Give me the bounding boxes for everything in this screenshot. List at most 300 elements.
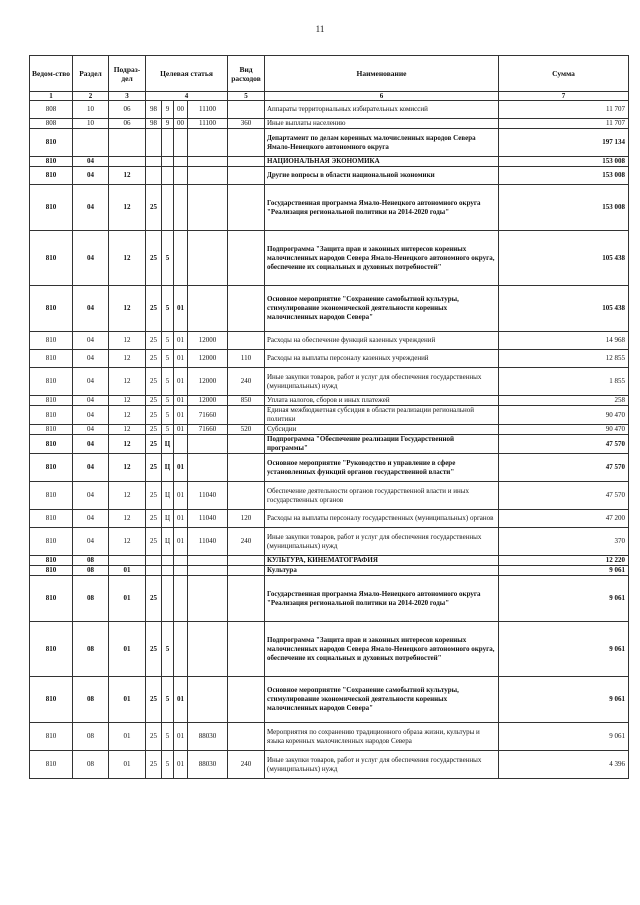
cell-vid-rashodov bbox=[228, 231, 265, 286]
cell-celevaya-d: 12000 bbox=[188, 350, 228, 368]
cell-summa: 105 438 bbox=[499, 231, 629, 286]
cell-celevaya-d: 11100 bbox=[188, 119, 228, 129]
cell-podrazdel: 01 bbox=[109, 677, 146, 723]
cell-razdel: 10 bbox=[73, 119, 109, 129]
table-row bbox=[30, 576, 629, 622]
table-row bbox=[30, 406, 629, 425]
cell-vedomstvo: 810 bbox=[30, 723, 73, 751]
cell-vid-rashodov: 110 bbox=[228, 350, 265, 368]
cell-razdel: 04 bbox=[73, 510, 109, 528]
cell-razdel: 04 bbox=[73, 435, 109, 454]
cell-celevaya-b: Ц bbox=[162, 454, 174, 482]
cell-naimenovanie: НАЦИОНАЛЬНАЯ ЭКОНОМИКА bbox=[265, 157, 499, 167]
cell-summa: 47 570 bbox=[499, 482, 629, 510]
table-header-row bbox=[30, 56, 629, 92]
cell-celevaya-c: 01 bbox=[174, 332, 188, 350]
cell-vedomstvo: 810 bbox=[30, 454, 73, 482]
table-row bbox=[30, 425, 629, 435]
cell-vedomstvo: 810 bbox=[30, 286, 73, 332]
table-row bbox=[30, 566, 629, 576]
cell-celevaya-b: 9 bbox=[162, 101, 174, 119]
header-podrazdel: Подраз-дел bbox=[109, 56, 146, 92]
cell-naimenovanie: Иные закупки товаров, работ и услуг для обеспечения государственных (муниципальных) нужд bbox=[265, 528, 499, 556]
cell-summa: 12 855 bbox=[499, 350, 629, 368]
cell-celevaya-c: 01 bbox=[174, 396, 188, 406]
column-number-row bbox=[30, 92, 629, 101]
cell-naimenovanie: Расходы на выплаты персоналу государственных (муниципальных) органов bbox=[265, 510, 499, 528]
cell-celevaya-d: 12000 bbox=[188, 396, 228, 406]
cell-summa: 153 008 bbox=[499, 185, 629, 231]
cell-celevaya-d: 12000 bbox=[188, 332, 228, 350]
page-number: 11 bbox=[315, 24, 325, 34]
cell-celevaya-a: 25 bbox=[146, 751, 162, 779]
cell-podrazdel: 12 bbox=[109, 231, 146, 286]
cell-vid-rashodov bbox=[228, 556, 265, 566]
cell-celevaya-a: 98 bbox=[146, 101, 162, 119]
cell-razdel: 04 bbox=[73, 286, 109, 332]
cell-podrazdel: 12 bbox=[109, 406, 146, 425]
cell-vedomstvo: 810 bbox=[30, 129, 73, 157]
cell-vedomstvo: 810 bbox=[30, 622, 73, 677]
cell-razdel: 10 bbox=[73, 101, 109, 119]
column-number: 7 bbox=[499, 92, 629, 101]
cell-celevaya-b: Ц bbox=[162, 528, 174, 556]
cell-celevaya-a: 25 bbox=[146, 185, 162, 231]
header-vid-rashodov: Вид расходов bbox=[228, 56, 265, 92]
cell-celevaya-a: 25 bbox=[146, 406, 162, 425]
budget-table bbox=[29, 55, 629, 779]
cell-podrazdel: 12 bbox=[109, 454, 146, 482]
cell-celevaya-b: 5 bbox=[162, 231, 174, 286]
cell-podrazdel: 12 bbox=[109, 528, 146, 556]
cell-celevaya-c bbox=[174, 566, 188, 576]
table-row bbox=[30, 677, 629, 723]
cell-vedomstvo: 808 bbox=[30, 119, 73, 129]
cell-summa: 258 bbox=[499, 396, 629, 406]
cell-podrazdel bbox=[109, 157, 146, 167]
cell-naimenovanie: Государственная программа Ямало-Ненецкого автономного округа "Реализация региональной политики на 2014-2020 годы" bbox=[265, 576, 499, 622]
column-number: 5 bbox=[228, 92, 265, 101]
cell-naimenovanie: Аппараты территориальных избирательных комиссий bbox=[265, 101, 499, 119]
cell-celevaya-a: 98 bbox=[146, 119, 162, 129]
cell-celevaya-b bbox=[162, 556, 174, 566]
cell-summa: 1 855 bbox=[499, 368, 629, 396]
cell-vid-rashodov bbox=[228, 723, 265, 751]
cell-podrazdel: 12 bbox=[109, 167, 146, 185]
cell-summa: 47 570 bbox=[499, 435, 629, 454]
cell-vedomstvo: 810 bbox=[30, 231, 73, 286]
cell-summa: 9 061 bbox=[499, 677, 629, 723]
cell-vid-rashodov bbox=[228, 677, 265, 723]
cell-celevaya-c bbox=[174, 622, 188, 677]
cell-razdel: 04 bbox=[73, 167, 109, 185]
cell-vid-rashodov bbox=[228, 101, 265, 119]
cell-celevaya-c: 01 bbox=[174, 677, 188, 723]
cell-celevaya-d bbox=[188, 454, 228, 482]
cell-celevaya-b: Ц bbox=[162, 510, 174, 528]
cell-summa: 153 008 bbox=[499, 167, 629, 185]
cell-celevaya-a: 25 bbox=[146, 482, 162, 510]
cell-celevaya-a: 25 bbox=[146, 350, 162, 368]
cell-vid-rashodov bbox=[228, 454, 265, 482]
cell-naimenovanie: Культура bbox=[265, 566, 499, 576]
cell-celevaya-b: 5 bbox=[162, 286, 174, 332]
table-row bbox=[30, 510, 629, 528]
cell-razdel: 08 bbox=[73, 576, 109, 622]
cell-vid-rashodov: 240 bbox=[228, 751, 265, 779]
cell-razdel: 04 bbox=[73, 425, 109, 435]
cell-vid-rashodov bbox=[228, 622, 265, 677]
table-row bbox=[30, 231, 629, 286]
cell-celevaya-b: 5 bbox=[162, 368, 174, 396]
cell-celevaya-c bbox=[174, 556, 188, 566]
cell-naimenovanie: Уплата налогов, сборов и иных платежей bbox=[265, 396, 499, 406]
cell-celevaya-a: 25 bbox=[146, 677, 162, 723]
cell-celevaya-d bbox=[188, 231, 228, 286]
cell-podrazdel: 01 bbox=[109, 723, 146, 751]
cell-naimenovanie: Иные закупки товаров, работ и услуг для обеспечения государственных (муниципальных) нужд bbox=[265, 751, 499, 779]
cell-celevaya-d bbox=[188, 677, 228, 723]
table-row bbox=[30, 129, 629, 157]
cell-podrazdel: 12 bbox=[109, 425, 146, 435]
cell-celevaya-d bbox=[188, 185, 228, 231]
cell-celevaya-b bbox=[162, 566, 174, 576]
cell-summa: 105 438 bbox=[499, 286, 629, 332]
cell-celevaya-b: Ц bbox=[162, 482, 174, 510]
cell-summa: 12 220 bbox=[499, 556, 629, 566]
cell-vedomstvo: 810 bbox=[30, 406, 73, 425]
cell-summa: 9 061 bbox=[499, 576, 629, 622]
cell-podrazdel: 12 bbox=[109, 185, 146, 231]
cell-naimenovanie: Единая межбюджетная субсидия в области реализации региональной политики bbox=[265, 406, 499, 425]
table-row bbox=[30, 368, 629, 396]
cell-vedomstvo: 810 bbox=[30, 332, 73, 350]
cell-vid-rashodov bbox=[228, 482, 265, 510]
cell-naimenovanie: Подпрограмма "Защита прав и законных интересов коренных малочисленных народов Севера Ямало-Ненецкого автономного округа, обеспечение их социальных и духовных потребностей" bbox=[265, 622, 499, 677]
cell-celevaya-c: 01 bbox=[174, 454, 188, 482]
cell-razdel: 08 bbox=[73, 751, 109, 779]
cell-summa: 9 061 bbox=[499, 723, 629, 751]
cell-naimenovanie: Государственная программа Ямало-Ненецкого автономного округа "Реализация региональной политики на 2014-2020 годы" bbox=[265, 185, 499, 231]
table-row bbox=[30, 167, 629, 185]
cell-celevaya-a bbox=[146, 157, 162, 167]
cell-celevaya-c: 01 bbox=[174, 510, 188, 528]
cell-vid-rashodov bbox=[228, 566, 265, 576]
cell-vid-rashodov bbox=[228, 286, 265, 332]
cell-naimenovanie: Иные закупки товаров, работ и услуг для обеспечения государственных (муниципальных) нужд bbox=[265, 368, 499, 396]
cell-celevaya-b bbox=[162, 157, 174, 167]
cell-vedomstvo: 810 bbox=[30, 566, 73, 576]
cell-celevaya-a: 25 bbox=[146, 510, 162, 528]
cell-vedomstvo: 810 bbox=[30, 482, 73, 510]
cell-celevaya-a: 25 bbox=[146, 231, 162, 286]
cell-celevaya-a: 25 bbox=[146, 622, 162, 677]
cell-razdel: 04 bbox=[73, 185, 109, 231]
cell-vedomstvo: 810 bbox=[30, 576, 73, 622]
cell-podrazdel: 12 bbox=[109, 332, 146, 350]
cell-celevaya-a: 25 bbox=[146, 286, 162, 332]
table-row bbox=[30, 435, 629, 454]
cell-razdel: 04 bbox=[73, 368, 109, 396]
cell-celevaya-d bbox=[188, 566, 228, 576]
cell-podrazdel: 12 bbox=[109, 510, 146, 528]
cell-vid-rashodov bbox=[228, 167, 265, 185]
table-row bbox=[30, 454, 629, 482]
table-row bbox=[30, 556, 629, 566]
cell-celevaya-a: 25 bbox=[146, 723, 162, 751]
table-row bbox=[30, 751, 629, 779]
cell-celevaya-c bbox=[174, 576, 188, 622]
cell-vedomstvo: 810 bbox=[30, 556, 73, 566]
cell-celevaya-a: 25 bbox=[146, 528, 162, 556]
cell-naimenovanie: Подпрограмма "Защита прав и законных интересов коренных малочисленных народов Севера Ямало-Ненецкого автономного округа, обеспечение их социальных и духовных потребностей" bbox=[265, 231, 499, 286]
cell-vid-rashodov bbox=[228, 332, 265, 350]
cell-celevaya-c: 01 bbox=[174, 406, 188, 425]
cell-celevaya-d bbox=[188, 556, 228, 566]
cell-summa: 370 bbox=[499, 528, 629, 556]
cell-vid-rashodov bbox=[228, 406, 265, 425]
cell-celevaya-d bbox=[188, 622, 228, 677]
cell-celevaya-c: 01 bbox=[174, 425, 188, 435]
cell-vedomstvo: 810 bbox=[30, 396, 73, 406]
cell-naimenovanie: Иные выплаты населению bbox=[265, 119, 499, 129]
cell-vid-rashodov: 850 bbox=[228, 396, 265, 406]
cell-summa: 9 061 bbox=[499, 566, 629, 576]
cell-podrazdel: 12 bbox=[109, 286, 146, 332]
cell-vid-rashodov: 360 bbox=[228, 119, 265, 129]
cell-celevaya-c: 01 bbox=[174, 723, 188, 751]
cell-podrazdel: 06 bbox=[109, 101, 146, 119]
cell-celevaya-d bbox=[188, 157, 228, 167]
cell-celevaya-d: 88030 bbox=[188, 751, 228, 779]
table-row bbox=[30, 101, 629, 119]
column-number: 4 bbox=[146, 92, 228, 101]
cell-celevaya-a bbox=[146, 566, 162, 576]
cell-celevaya-c bbox=[174, 435, 188, 454]
cell-razdel: 04 bbox=[73, 406, 109, 425]
cell-summa: 47 570 bbox=[499, 454, 629, 482]
cell-vid-rashodov bbox=[228, 185, 265, 231]
cell-celevaya-a: 25 bbox=[146, 454, 162, 482]
cell-vid-rashodov: 240 bbox=[228, 368, 265, 396]
cell-celevaya-d: 11100 bbox=[188, 101, 228, 119]
cell-celevaya-b bbox=[162, 576, 174, 622]
cell-celevaya-a: 25 bbox=[146, 576, 162, 622]
cell-celevaya-d bbox=[188, 286, 228, 332]
cell-podrazdel: 12 bbox=[109, 482, 146, 510]
cell-celevaya-d bbox=[188, 167, 228, 185]
cell-celevaya-a: 25 bbox=[146, 332, 162, 350]
cell-vedomstvo: 810 bbox=[30, 528, 73, 556]
cell-celevaya-c: 00 bbox=[174, 119, 188, 129]
cell-summa: 197 134 bbox=[499, 129, 629, 157]
cell-celevaya-d bbox=[188, 129, 228, 157]
cell-celevaya-d bbox=[188, 435, 228, 454]
cell-celevaya-c bbox=[174, 157, 188, 167]
cell-naimenovanie: Основное мероприятие "Руководство и управление в сфере установленных функций органов государственной власти" bbox=[265, 454, 499, 482]
cell-vedomstvo: 810 bbox=[30, 368, 73, 396]
cell-razdel bbox=[73, 129, 109, 157]
cell-naimenovanie: Расходы на обеспечение функций казенных учреждений bbox=[265, 332, 499, 350]
cell-celevaya-d: 71660 bbox=[188, 406, 228, 425]
cell-celevaya-a: 25 bbox=[146, 396, 162, 406]
cell-celevaya-d: 12000 bbox=[188, 368, 228, 396]
cell-summa: 11 707 bbox=[499, 119, 629, 129]
cell-celevaya-a: 25 bbox=[146, 368, 162, 396]
cell-razdel: 08 bbox=[73, 723, 109, 751]
cell-vid-rashodov: 520 bbox=[228, 425, 265, 435]
table-row bbox=[30, 286, 629, 332]
table-row bbox=[30, 528, 629, 556]
cell-vedomstvo: 810 bbox=[30, 751, 73, 779]
cell-celevaya-c: 01 bbox=[174, 286, 188, 332]
cell-podrazdel: 12 bbox=[109, 368, 146, 396]
cell-razdel: 04 bbox=[73, 231, 109, 286]
cell-celevaya-b: 5 bbox=[162, 332, 174, 350]
cell-naimenovanie: Расходы на выплаты персоналу казенных учреждений bbox=[265, 350, 499, 368]
cell-summa: 14 968 bbox=[499, 332, 629, 350]
table-body bbox=[30, 101, 629, 779]
cell-razdel: 08 bbox=[73, 566, 109, 576]
cell-celevaya-a bbox=[146, 556, 162, 566]
cell-vedomstvo: 810 bbox=[30, 167, 73, 185]
cell-summa: 9 061 bbox=[499, 622, 629, 677]
cell-vid-rashodov bbox=[228, 157, 265, 167]
cell-razdel: 08 bbox=[73, 622, 109, 677]
cell-naimenovanie: Мероприятия по сохранению традиционного образа жизни, культуры и языка коренных малочисленных народов Севера bbox=[265, 723, 499, 751]
cell-podrazdel: 12 bbox=[109, 350, 146, 368]
cell-podrazdel: 01 bbox=[109, 566, 146, 576]
cell-vedomstvo: 810 bbox=[30, 425, 73, 435]
cell-podrazdel bbox=[109, 556, 146, 566]
cell-summa: 11 707 bbox=[499, 101, 629, 119]
cell-summa: 153 008 bbox=[499, 157, 629, 167]
cell-summa: 90 470 bbox=[499, 406, 629, 425]
column-number: 6 bbox=[265, 92, 499, 101]
cell-naimenovanie: Департамент по делам коренных малочисленных народов Севера Ямало-Ненецкого автономного округа bbox=[265, 129, 499, 157]
header-razdel: Раздел bbox=[73, 56, 109, 92]
cell-summa: 4 396 bbox=[499, 751, 629, 779]
header-vedomstvo: Ведом-ство bbox=[30, 56, 73, 92]
table-row bbox=[30, 723, 629, 751]
cell-celevaya-b: 5 bbox=[162, 677, 174, 723]
cell-vid-rashodov bbox=[228, 129, 265, 157]
cell-podrazdel: 12 bbox=[109, 435, 146, 454]
cell-celevaya-c: 01 bbox=[174, 528, 188, 556]
cell-celevaya-b: 9 bbox=[162, 119, 174, 129]
column-number: 3 bbox=[109, 92, 146, 101]
cell-naimenovanie: Другие вопросы в области национальной экономики bbox=[265, 167, 499, 185]
table-row bbox=[30, 482, 629, 510]
cell-naimenovanie: Основное мероприятие "Сохранение самобытной культуры, стимулирование экономической деятельности коренных малочисленных народов Севера" bbox=[265, 677, 499, 723]
table-row bbox=[30, 332, 629, 350]
cell-naimenovanie: Подпрограмма "Обеспечение реализации Государственной программы" bbox=[265, 435, 499, 454]
cell-podrazdel bbox=[109, 129, 146, 157]
header-celevaya-statya: Целевая статья bbox=[146, 56, 228, 92]
table-row bbox=[30, 157, 629, 167]
cell-vid-rashodov: 120 bbox=[228, 510, 265, 528]
cell-celevaya-b: 5 bbox=[162, 751, 174, 779]
cell-razdel: 04 bbox=[73, 482, 109, 510]
cell-celevaya-d: 88030 bbox=[188, 723, 228, 751]
cell-summa: 90 470 bbox=[499, 425, 629, 435]
cell-naimenovanie: Обеспечение деятельности органов государственной власти и иных государственных органов bbox=[265, 482, 499, 510]
cell-razdel: 04 bbox=[73, 350, 109, 368]
cell-celevaya-d: 11040 bbox=[188, 528, 228, 556]
cell-naimenovanie: КУЛЬТУРА, КИНЕМАТОГРАФИЯ bbox=[265, 556, 499, 566]
cell-celevaya-d: 71660 bbox=[188, 425, 228, 435]
cell-celevaya-d: 11040 bbox=[188, 510, 228, 528]
cell-celevaya-b: 5 bbox=[162, 350, 174, 368]
cell-razdel: 08 bbox=[73, 677, 109, 723]
cell-vedomstvo: 810 bbox=[30, 157, 73, 167]
cell-celevaya-a: 25 bbox=[146, 425, 162, 435]
cell-razdel: 04 bbox=[73, 332, 109, 350]
cell-vedomstvo: 810 bbox=[30, 185, 73, 231]
cell-celevaya-b: 5 bbox=[162, 406, 174, 425]
cell-podrazdel: 06 bbox=[109, 119, 146, 129]
table-row bbox=[30, 396, 629, 406]
cell-razdel: 04 bbox=[73, 396, 109, 406]
table-row bbox=[30, 185, 629, 231]
cell-vedomstvo: 810 bbox=[30, 510, 73, 528]
cell-celevaya-a bbox=[146, 129, 162, 157]
cell-celevaya-d: 11040 bbox=[188, 482, 228, 510]
cell-vid-rashodov bbox=[228, 435, 265, 454]
table-row bbox=[30, 622, 629, 677]
cell-celevaya-b: 5 bbox=[162, 723, 174, 751]
cell-razdel: 04 bbox=[73, 528, 109, 556]
cell-vedomstvo: 810 bbox=[30, 435, 73, 454]
cell-celevaya-c: 01 bbox=[174, 751, 188, 779]
cell-vid-rashodov bbox=[228, 576, 265, 622]
table-row bbox=[30, 119, 629, 129]
cell-celevaya-c bbox=[174, 167, 188, 185]
cell-celevaya-b bbox=[162, 129, 174, 157]
cell-celevaya-c bbox=[174, 231, 188, 286]
cell-summa: 47 200 bbox=[499, 510, 629, 528]
cell-vid-rashodov: 240 bbox=[228, 528, 265, 556]
cell-razdel: 04 bbox=[73, 157, 109, 167]
cell-celevaya-b: 5 bbox=[162, 425, 174, 435]
cell-vedomstvo: 810 bbox=[30, 350, 73, 368]
cell-podrazdel: 12 bbox=[109, 396, 146, 406]
cell-podrazdel: 01 bbox=[109, 622, 146, 677]
table-row bbox=[30, 350, 629, 368]
cell-celevaya-c: 00 bbox=[174, 101, 188, 119]
cell-celevaya-a: 25 bbox=[146, 435, 162, 454]
header-summa: Сумма bbox=[499, 56, 629, 92]
cell-podrazdel: 01 bbox=[109, 751, 146, 779]
cell-naimenovanie: Основное мероприятие "Сохранение самобытной культуры, стимулирование экономической деятельности коренных малочисленных народов Севера" bbox=[265, 286, 499, 332]
cell-celevaya-c bbox=[174, 129, 188, 157]
cell-razdel: 04 bbox=[73, 454, 109, 482]
cell-vedomstvo: 808 bbox=[30, 101, 73, 119]
header-naimenovanie: Наименование bbox=[265, 56, 499, 92]
cell-razdel: 08 bbox=[73, 556, 109, 566]
cell-naimenovanie: Субсидии bbox=[265, 425, 499, 435]
cell-celevaya-b bbox=[162, 167, 174, 185]
cell-celevaya-b: 5 bbox=[162, 622, 174, 677]
cell-podrazdel: 01 bbox=[109, 576, 146, 622]
cell-celevaya-c bbox=[174, 185, 188, 231]
cell-celevaya-b bbox=[162, 185, 174, 231]
cell-celevaya-b: Ц bbox=[162, 435, 174, 454]
cell-celevaya-a bbox=[146, 167, 162, 185]
cell-celevaya-b: 5 bbox=[162, 396, 174, 406]
cell-celevaya-c: 01 bbox=[174, 368, 188, 396]
cell-vedomstvo: 810 bbox=[30, 677, 73, 723]
